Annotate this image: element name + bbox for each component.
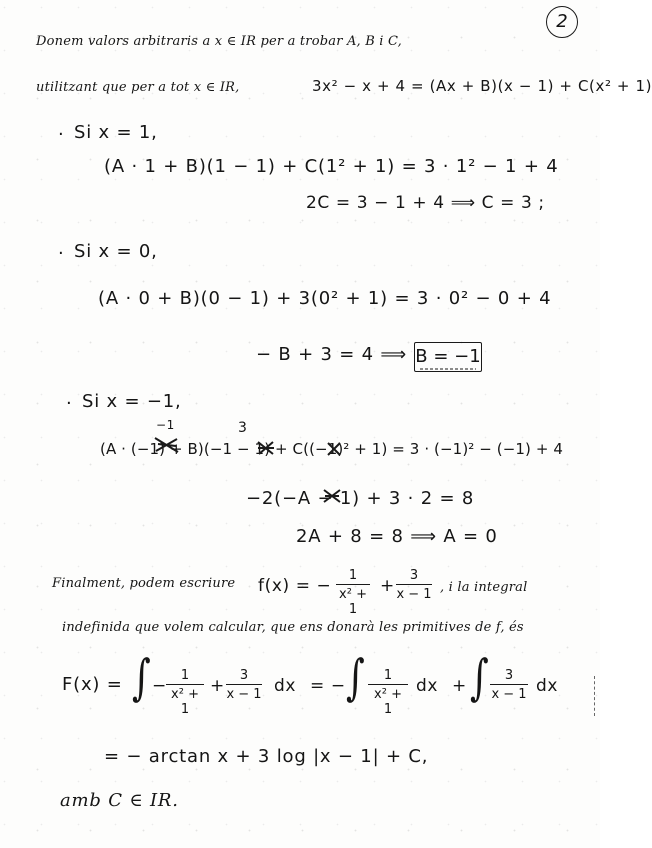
- case2-result: B = −1: [415, 346, 481, 367]
- crossed-out-scribble-4: [322, 486, 342, 506]
- final-fraction-2-num: 3: [409, 568, 419, 583]
- final-result: = − arctan x + 3 log |x − 1| + C,: [104, 746, 429, 767]
- Fx-fraction-1: [166, 668, 204, 717]
- final-line-2: indefinida que volem calcular, que ens donarà les primitives de f, és: [62, 620, 524, 635]
- case2-equation-2: − B + 3 = 4 ⟹: [256, 344, 408, 365]
- integral-sign-3: ∫: [470, 650, 489, 707]
- final-fx: f(x) = −: [258, 576, 332, 596]
- case3-equation-2: −2(−A − 1) + 3 · 2 = 8: [246, 488, 475, 509]
- case1-bullet: ·: [58, 124, 64, 145]
- Fx-fraction-2-num: 3: [239, 668, 249, 683]
- Fx-fraction-3: [368, 668, 408, 717]
- intro-line-2a: utilitzant que per a tot x ∈ IR,: [36, 80, 240, 95]
- integral-sign-2: ∫: [346, 650, 365, 707]
- page-number: [546, 6, 578, 38]
- case3-superscript-b: −1: [156, 418, 175, 432]
- Fx-fraction-2: [226, 668, 262, 702]
- Fx-plus-1: +: [210, 676, 225, 696]
- Fx-fraction-4-den: x − 1: [491, 687, 527, 702]
- Fx-fraction-1-den: x² + 1: [171, 687, 199, 717]
- final-line-1b: , i la integral: [440, 580, 528, 595]
- result-underline: [418, 366, 478, 372]
- Fx-fraction-4-num: 3: [504, 668, 514, 683]
- final-amb: amb C ∈ IR.: [60, 790, 179, 811]
- Fx-lhs: F(x) =: [62, 674, 123, 695]
- final-fraction-1-den: x² + 1: [339, 587, 367, 617]
- Fx-fraction-1-num: 1: [180, 668, 190, 683]
- case1-label: Si x = 1,: [74, 122, 158, 143]
- case3-equation-3: 2A + 8 = 8 ⟹ A = 0: [296, 526, 498, 547]
- crossed-out-scribble-1: [152, 434, 182, 456]
- Fx-dx-1: dx: [274, 676, 297, 696]
- fraction-bar: [490, 684, 528, 685]
- page-number-text: 2: [556, 11, 568, 32]
- case2-bullet: ·: [58, 243, 64, 264]
- page-edge-mark: [594, 676, 595, 716]
- case2-equation-1: (A · 0 + B)(0 − 1) + 3(0² + 1) = 3 · 0² − 0 + 4: [98, 288, 552, 309]
- Fx-fraction-3-den: x² + 1: [374, 687, 402, 717]
- Fx-fraction-4: [490, 668, 528, 702]
- final-fraction-2: [396, 568, 432, 602]
- fraction-bar: [166, 684, 204, 685]
- Fx-minus-1: −: [152, 676, 167, 696]
- fraction-bar: [336, 584, 370, 585]
- case1-equation-1: (A · 1 + B)(1 − 1) + C(1² + 1) = 3 · 1² − 1 + 4: [104, 156, 559, 177]
- final-fraction-2-den: x − 1: [396, 587, 432, 602]
- case3-equation-1: (A · (−1) + B)(−1 − 1) + C((−1)² + 1) = 3 · (−1)² − (−1) + 4: [100, 440, 564, 458]
- case3-label: Si x = −1,: [82, 391, 182, 412]
- intro-line-2b: 3x² − x + 4 = (Ax + B)(x − 1) + C(x² + 1): [312, 77, 652, 95]
- case3-bullet: ·: [66, 393, 72, 414]
- intro-line-1: Donem valors arbitraris a x ∈ IR per a trobar A, B i C,: [36, 34, 403, 49]
- fraction-bar: [368, 684, 408, 685]
- Fx-dx-3: dx: [536, 676, 559, 696]
- final-line-1a: Finalment, podem escriure: [52, 576, 236, 591]
- case2-label: Si x = 0,: [74, 241, 158, 262]
- final-fraction-1-num: 1: [348, 568, 358, 583]
- crossed-out-scribble-2: [256, 438, 276, 458]
- case1-equation-2: 2C = 3 − 1 + 4 ⟹ C = 3 ;: [306, 193, 545, 213]
- Fx-fraction-2-den: x − 1: [226, 687, 262, 702]
- Fx-eq-minus: = −: [310, 676, 346, 696]
- crossed-out-scribble-3: [326, 440, 342, 458]
- case3-superscript-c: 3: [238, 420, 248, 436]
- Fx-plus-2: +: [452, 676, 467, 696]
- Fx-fraction-3-num: 1: [383, 668, 393, 683]
- fraction-bar: [226, 684, 262, 685]
- fraction-bar: [396, 584, 432, 585]
- final-plus-sign: +: [380, 576, 395, 596]
- integral-sign-1: ∫: [132, 650, 151, 707]
- Fx-dx-2: dx: [416, 676, 439, 696]
- final-fraction-1: [336, 568, 370, 617]
